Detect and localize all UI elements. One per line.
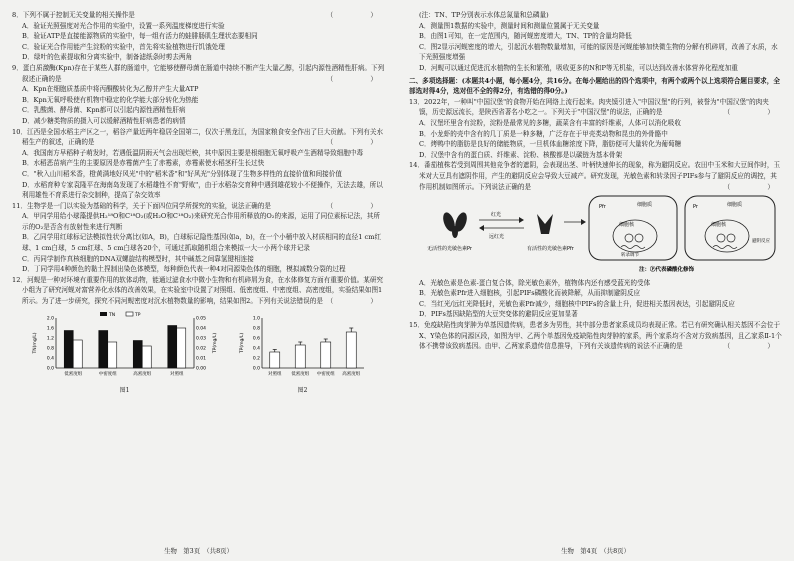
q11-option-d: D．丁同学用4种颜色的黏土捏制出染色体模型，每种颜色代表一种4对同源染色体的细胞，模拟减数分裂的过程 xyxy=(22,265,346,274)
y-tick-left: 0.8 xyxy=(46,346,54,352)
figure-1-caption: 图1 xyxy=(119,387,130,395)
question-13: 13．2022年，一种叫"中国汉堡"的食物开始在网络上流行起来。肉夹馍引进入"中国汉堡"的行列，被誉为"中国汉堡"的肉夹馍，历史源远流长，是陕西省著名小吃之一。下列关于"中国汉堡"的说法，正确的是 （ ） xyxy=(409,97,782,117)
cell2-output: 避阴反应 xyxy=(752,239,770,245)
bar-tp xyxy=(73,340,82,368)
right-page xyxy=(397,0,794,561)
bar-tn xyxy=(133,340,142,368)
y-axis-label-left: TN(mg/L) xyxy=(32,332,38,354)
x-tick-label: 高密度组 xyxy=(341,371,360,377)
q8-option-a: A．验证光照强度对光合作用的实验中，设置一系列温度梯度进行实验 xyxy=(22,21,225,30)
cell1-output: 转录调节 xyxy=(621,253,639,259)
q11-option-a: A．甲同学用给小球藻提供H₂¹⁸O和C¹⁸O₂(或H₂O和C¹⁸O₂)来研究光合作用所释放的O₂的来源，运用了同位素标记法，其所示的O₂是否含有放射性来进行判断 xyxy=(22,212,380,231)
cell2-title: 细胞质 xyxy=(727,202,743,209)
q9-option-d: D．减少糖类物质的摄入可以缓解酒精性肝病患者的病情 xyxy=(22,116,186,125)
diagram-legend: 注：Ⓟ代表磷酸化修饰 xyxy=(639,267,695,274)
y-tick-right: 0.01 xyxy=(195,356,206,362)
x-tick-label: 对照组 xyxy=(169,371,183,377)
question-14: 14．番茄植株若受到周围其他竞争者的遮阴，会表现出茎、叶柄快速伸长的现象，称为避阴反应。农田中玉米和大豆间作时，玉米对大豆具有遮阴作用，产生的避阴反应会导致大豆减产。研究发现，光敏色素和转录因子PIFs参与了避阴反应的调控，其作用机制如图所示。下列说法正确的是 （ ） xyxy=(409,161,782,191)
bar-tp xyxy=(107,342,116,368)
figures-row xyxy=(12,310,385,396)
y-tick-right: 0.02 xyxy=(195,346,206,352)
q14-option-c: C．当红光/远红光降低时，光敏色素Pfr减少，细胞核中PIFs的含量上升，促进相关基因表达，引起避阴反应 xyxy=(419,299,735,308)
nucleus1-label: 细胞核 xyxy=(619,222,635,229)
y-tick-left: 0.0 xyxy=(46,366,54,372)
y-tick-right: 0.04 xyxy=(195,326,206,332)
y-tick: 0.8 xyxy=(252,326,260,332)
red-light-label: 红光 xyxy=(491,212,502,219)
q10-option-c: C．"秋入山川稻米香，橙黄满地好风光"中的"稻米香"和"好风光"分别体现了生物多样性的直接价值和间接价值 xyxy=(22,169,342,178)
y-axis-label: TP(mg/L) xyxy=(239,332,245,353)
data-bar xyxy=(320,342,330,368)
data-bar xyxy=(346,332,356,368)
y-tick: 0.4 xyxy=(252,346,260,352)
figure-1 xyxy=(30,310,220,396)
q8-option-b: B．验证ATP是直接能源物质的实验中，每一组有活力的蛙腓肠肌生理状态要相同 xyxy=(22,32,258,41)
q13-option-d: D．汉堡中含有的蛋白质、纤维素、淀粉、核酸都是以碳链为基本骨架 xyxy=(419,150,623,159)
question-9: 9．蛋白质激酶(Kpn)存在于某些人群的肠道中，它能够使酵母菌在肠道中持续不断产生大量乙醇，引起内源性酒精性肝病。下列叙述正确的是 （ ） xyxy=(12,63,385,83)
question-8: 8．下列不属于控制无关变量的相关操作是 （ ） xyxy=(12,11,385,19)
bar-tn xyxy=(167,325,176,368)
q8-option-d: D．绿叶的色素提取和分离实验中，制备滤纸条时剪去两角 xyxy=(22,53,193,62)
legend-label-tn: TN xyxy=(108,312,115,318)
y-axis-label-right: TP(mg/L) xyxy=(212,332,218,353)
x-tick-label: 高密度组 xyxy=(132,371,151,377)
x-tick-label: 中密度组 xyxy=(316,371,335,377)
q8-option-c: C．验证光合作用能产生淀粉的实验中，首先将实验植物进行饥饿处理 xyxy=(22,42,225,51)
section-2-heading: 二、多项选择题：(本题共4小题，每小题4分，共16分。在每小题给出的四个选项中，有两个或两个以上选项符合题目要求，全部选对得4分，选对但不全的得2分，有选错的得0分。) xyxy=(409,76,780,96)
data-bar xyxy=(295,345,305,368)
q13-option-c: C．烤鸭中的脂肪是良好的储能物质，一旦机体血糖浓度下降，脂肪便可大量转化为葡萄糖 xyxy=(419,140,682,149)
figure-2-caption: 图2 xyxy=(297,387,308,395)
q10-option-a: A．我国南方早稻种子萌发时，若遇低温阴雨天气会出现烂秧，其中原因主要是根细胞无氧呼吸产生酒精导致细胞中毒 xyxy=(22,148,364,157)
q12-option-d: D．河蚬可以通过促进沉水植物的生长和繁殖，吸收更多的N和P等无机盐，可以达到改善水体营养化程度加重 xyxy=(419,63,738,72)
y-tick-left: 0.4 xyxy=(46,356,54,362)
chart-figure-2 xyxy=(238,310,368,384)
y-tick: 0.2 xyxy=(252,356,260,362)
q13-option-a: A．汉堡坯里含有淀粉，淀粉是最常见的多糖，蔬菜含有丰富的纤维素，人体可以消化吸收 xyxy=(419,118,681,127)
question-12: 12．河蚬是一种对环境有重要作用的软体动物，能通过滤食水中微小生物和有机碎屑为食，在水体修复方面有重要价值。某研究小组为了研究河蚬对富营养化水体的改善效果，在实验室中设置了对照组、低密度组、中密度组、高密度组，实验结果如图1所示。为了进一步研究，探究不同河蚬密度对沉水植物数量的影响，结果如图2。下列有关说法错误的是 （ ） xyxy=(12,275,385,306)
chart-figure-1 xyxy=(30,310,220,384)
q9-option-b: B．Kpn无氧呼吸使有机物中稳定的化学能大部分转化为热能 xyxy=(22,95,199,104)
x-tick-label: 低密度组 xyxy=(290,371,309,377)
data-bar xyxy=(269,352,279,368)
y-tick-right: 0.05 xyxy=(195,316,206,322)
light-arrows xyxy=(479,211,524,240)
cell1-title: 细胞质 xyxy=(637,202,653,209)
legend-label-tp: TP xyxy=(134,312,140,318)
fig-note: (注：TN、TP分别表示水体总氮量和总磷量) xyxy=(419,11,549,19)
legend-swatch-tp xyxy=(126,312,133,316)
y-tick-right: 0.00 xyxy=(195,366,206,372)
nucleus2-label: 细胞核 xyxy=(711,222,727,229)
bar-tn xyxy=(64,330,73,368)
y-tick-right: 0.03 xyxy=(195,336,206,342)
far-red-light-label: 远红光 xyxy=(489,234,505,241)
y-tick: 0.6 xyxy=(252,336,260,342)
q10-option-b: B．水稻恶苗病产生的主要原因是赤霉菌产生了赤霉素，赤霉素使水稻茎秆生长过快 xyxy=(22,159,265,168)
q12-option-a: A．测量图1数据的实验中，测量时间和测量位置属于无关变量 xyxy=(419,21,600,30)
q14-option-b: B．光敏色素Pfr进入细胞核，引起PIFs磷酸化而被降解，从而抑制避阴反应 xyxy=(419,289,641,298)
question-10: 10．江西是全国水稻主产区之一，稻谷产量近两年稳居全国第二，仅次于黑龙江，为国家粮食安全作出了巨大贡献。下列有关水稻生产的叙述，正确的是 （ ） xyxy=(12,127,385,147)
q9-option-c: C．乳酸菌、酵母菌、Kpn都可以引起内源性酒精性肝病 xyxy=(22,106,186,115)
pr-icon xyxy=(441,211,469,238)
q14-option-a: A．光敏色素是色素-蛋白复合体，除光敏色素外，植物体内还有感受蓝光的受体 xyxy=(419,278,651,287)
pr-caption: 无活性的光敏色素Pr xyxy=(427,246,472,253)
q12-option-c: C．图2显示河蚬密度的增大，引起沉水植物数量增加，可能的原因是河蚬能够加快微生物的分解有机碎屑，改善了水质，水下光照强度增强 xyxy=(419,42,778,62)
y-tick: 0.0 xyxy=(252,366,260,372)
x-tick-label: 低密度组 xyxy=(63,371,82,377)
cell-diagram-1 xyxy=(589,196,677,260)
q11-option-b: B．乙同学用红球标记法模拟性状分离比(如A，B)，白球标记隐性基因(如a，b)，在一个小桶中放入材质相同的直径1 cm红球、1 cm白球，5 cm红球、5 cm白球各20个，可通过抓取随机组合来模拟一大一小两个球并记录 xyxy=(22,233,382,253)
cell2-pr: Pr xyxy=(693,204,698,211)
q9-option-a: A．Kpn在细胞质基质中将丙酮酸转化为乙醇并产生大量ATP xyxy=(22,85,199,94)
y-tick-left: 1.6 xyxy=(46,326,54,332)
q13-option-b: B．小龙虾的壳中含有的几丁质是一种多糖，广泛存在于甲壳类动物和昆虫的外骨骼中 xyxy=(419,129,668,138)
bar-tn xyxy=(98,330,107,368)
y-tick-left: 2.0 xyxy=(46,316,54,322)
q14-option-d: D．PIFs基因缺陷型的大豆突变体的避阴反应更加显著 xyxy=(419,310,578,319)
question-15: 15．免疫缺陷性肉芽肿为单基因遗传病，患者多为男性，其中部分患者家系成员均表现正常。若已有研究确认相关基因不会位于X、Y染色体的同源区段，如图为甲、乙两个单基因免疫缺陷性肉芽肿的家系，两个家系均不含对方致病基因，且乙家系Ⅱ-1个体不携带该致病基因。由甲、乙两家系遗传信息推导，下列有关该遗传病的说法不正确的是 （ ） xyxy=(409,321,782,351)
bar-tp xyxy=(142,346,151,368)
cell-diagram-2 xyxy=(685,196,775,260)
y-tick-left: 1.2 xyxy=(46,336,54,342)
q12-option-b: B．由图1可知，在一定范围内，随河蚬密度增大，TN、TP的含量均降低 xyxy=(419,32,632,41)
bar-tp xyxy=(176,328,185,368)
question-11: 11．生物学是一门以实验为基础的科学，关于下面四位同学所探究的实验，说法正确的是 （ ） xyxy=(12,201,385,210)
right-footer: 生物 第4页 （共8页） xyxy=(561,547,630,556)
pfr-caption: 有活性的光敏色素Pfr xyxy=(527,246,574,253)
q10-option-d: D．水稻育种专家袁隆平在海南岛发现了水稻雄性不育"野败"，由于水稻杂交育种中遇到雄花较小不便操作，无法去雄，所以利用雄性不育系进行杂交制种，提高了杂交效率 xyxy=(22,180,383,200)
q11-option-c: C．丙同学制作真核细胞的DNA双螺旋结构模型时，其中碱基之间靠氢键相连接 xyxy=(22,254,254,263)
legend-swatch-tn xyxy=(100,312,107,316)
x-tick-label: 中密度组 xyxy=(98,371,117,377)
cell1-pfr: Pfr xyxy=(599,204,606,211)
left-footer: 生物 第3页 （共8页） xyxy=(164,547,233,556)
pfr-icon xyxy=(537,214,553,234)
x-tick-label: 对照组 xyxy=(267,371,281,377)
figure-2 xyxy=(238,310,368,396)
y-tick: 1.0 xyxy=(252,316,260,322)
phytochrome-diagram xyxy=(409,192,782,274)
